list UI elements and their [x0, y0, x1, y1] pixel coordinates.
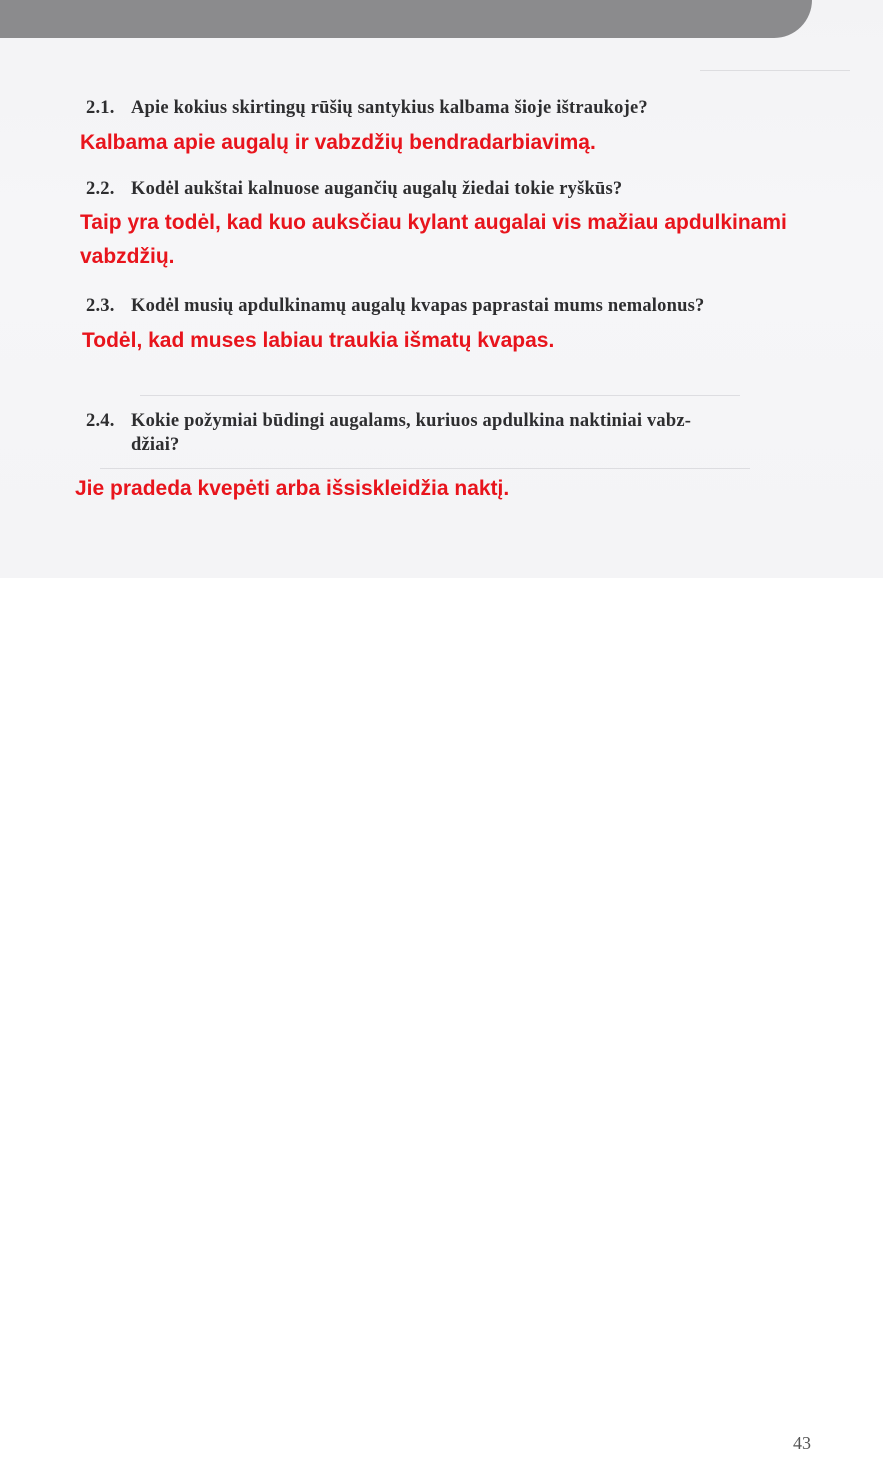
question-text-line-2: džiai? [131, 435, 180, 455]
question-2-2 [86, 177, 826, 201]
question-2-4 [86, 409, 826, 457]
question-text-line-1: Kokie požymiai būdingi augalams, kuriuos apdulkina naktiniai vabz- [131, 411, 692, 431]
question-text: Kodėl aukštai kalnuose augančių augalų žiedai tokie ryškūs? [131, 179, 623, 199]
question-number: 2.1. [86, 98, 115, 118]
question-2-1 [86, 96, 826, 120]
answer-2-3: Todėl, kad muses labiau traukia išmatų kvapas. [82, 329, 555, 352]
question-text: Kodėl musių apdulkinamų augalų kvapas paprastai mums nemalonus? [131, 296, 705, 316]
question-number: 2.2. [86, 179, 115, 199]
question-number: 2.4. [86, 411, 115, 431]
question-number: 2.3. [86, 296, 115, 316]
question-2-3 [86, 294, 826, 318]
answer-2-2-line-1: Taip yra todėl, kad kuo auksčiau kylant augalai vis mažiau apdulkinami [80, 211, 787, 234]
answer-2-1: Kalbama apie augalų ir vabzdžių bendradarbiavimą. [80, 131, 596, 154]
bleed-through-line [140, 395, 740, 396]
question-text: Apie kokius skirtingų rūšių santykius kalbama šioje ištraukoje? [131, 98, 648, 118]
header-band [0, 0, 812, 38]
answer-2-2-line-2: vabzdžių. [80, 245, 175, 268]
bleed-through-line [100, 468, 750, 469]
bleed-through-line [700, 70, 850, 71]
answer-2-4: Jie pradeda kvepėti arba išsiskleidžia naktį. [75, 477, 510, 500]
blank-lower-area [0, 578, 883, 1475]
page-number: 43 [793, 1433, 811, 1453]
